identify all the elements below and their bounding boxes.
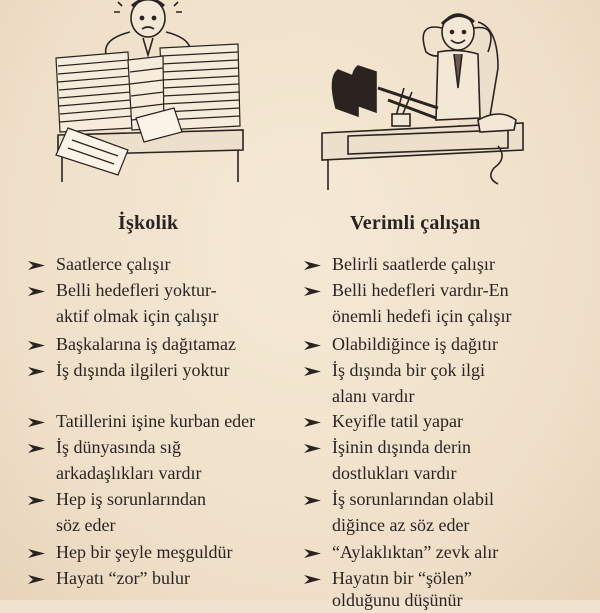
arrow-right-icon <box>28 574 45 585</box>
arrow-right-icon <box>304 340 321 351</box>
arrow-right-icon <box>304 443 321 454</box>
list-item-text: Belli hedefleri yoktur- <box>56 280 217 300</box>
list-item-text: önemli hedefi için çalışır <box>332 306 512 326</box>
left-column-heading: İşkolik <box>118 212 179 234</box>
list-item-text: dostlukları vardır <box>332 463 457 483</box>
list-item-text: Hep bir şeyle meşguldür <box>56 542 233 562</box>
list-item-text: aktif olmak için çalışır <box>56 306 219 326</box>
list-item-text: Belli hedefleri vardır-En <box>332 280 509 300</box>
list-item-text: Hayatı “zor” bulur <box>56 568 190 588</box>
arrow-right-icon <box>28 548 45 559</box>
arrow-right-icon <box>28 495 45 506</box>
list-item-text: alanı vardır <box>332 386 415 406</box>
list-item-text: Hayatın bir “şölen” <box>332 568 472 588</box>
arrow-right-icon <box>304 574 321 585</box>
arrow-right-icon <box>304 548 321 559</box>
stressed-worker-icon <box>48 0 248 185</box>
list-item-text: İş dışında ilgileri yoktur <box>56 360 230 380</box>
list-item-text: İş dışında bir çok ilgi <box>332 360 485 380</box>
right-column-heading: Verimli çalışan <box>350 212 481 234</box>
list-item-text: diğince az söz eder <box>332 515 470 535</box>
list-item-text: Keyifle tatil yapar <box>332 411 463 431</box>
arrow-right-icon <box>28 417 45 428</box>
arrow-right-icon <box>304 260 321 271</box>
arrow-right-icon <box>28 340 45 351</box>
list-item-text: Tatillerini işine kurban eder <box>56 411 256 431</box>
arrow-right-icon <box>28 366 45 377</box>
arrow-right-icon <box>28 443 45 454</box>
list-item-text: Belirli saatlerde çalışır <box>332 254 495 274</box>
relaxed-worker-icon <box>318 8 528 190</box>
list-item-text: İş sorunlarından olabil <box>332 489 494 509</box>
list-item-text: İş dünyasında sığ <box>56 437 181 457</box>
arrow-right-icon <box>28 260 45 271</box>
list-item-text: Hep iş sorunlarından <box>56 489 206 509</box>
list-item-text: Başkalarına iş dağıtamaz <box>56 334 236 354</box>
arrow-right-icon <box>304 286 321 297</box>
arrow-right-icon <box>304 417 321 428</box>
list-item-text: söz eder <box>56 515 116 535</box>
list-item-text: Saatlerce çalışır <box>56 254 171 274</box>
list-item-text: arkadaşlıkları vardır <box>56 463 202 483</box>
arrow-right-icon <box>304 495 321 506</box>
arrow-right-icon <box>304 366 321 377</box>
list-item-text: Olabildiğince iş dağıtır <box>332 334 498 354</box>
list-item-text: “Aylaklıktan” zevk alır <box>332 542 499 562</box>
arrow-right-icon <box>28 286 45 297</box>
list-item-text: İşinin dışında derin <box>332 437 471 457</box>
list-item-text: olduğunu düşünür <box>332 590 463 610</box>
